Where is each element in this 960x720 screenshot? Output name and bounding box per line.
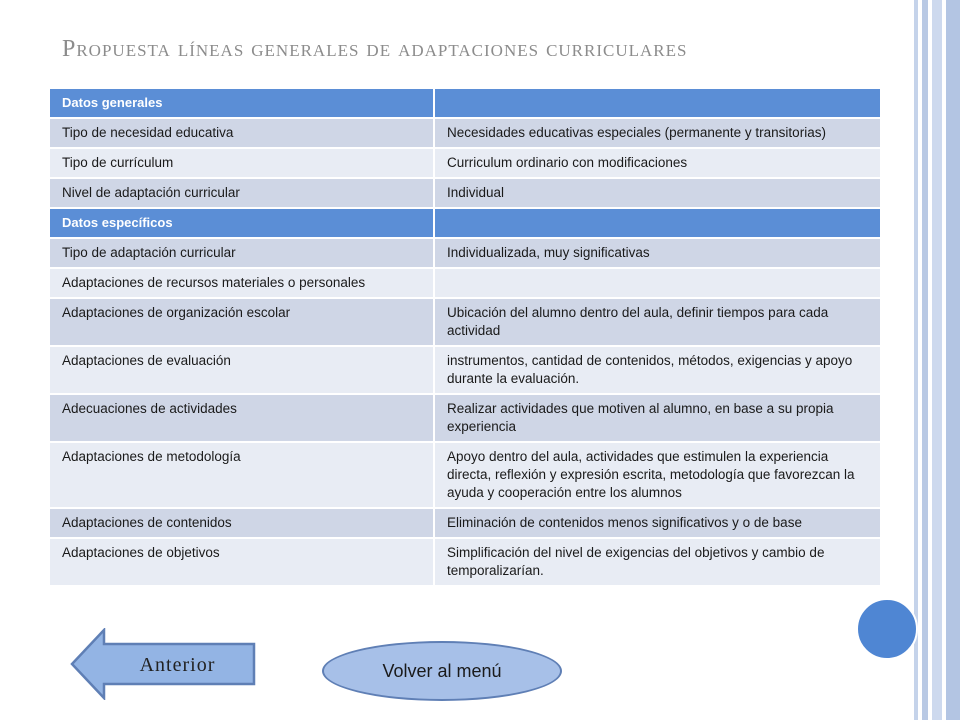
row-label: Adecuaciones de actividades [49,394,434,442]
row-value: Realizar actividades que motiven al alumno, en base a su propia experiencia [434,394,881,442]
table-row [49,178,881,208]
anterior-button[interactable] [70,628,258,700]
table-row [49,118,881,148]
table-row [49,298,881,346]
row-label: Tipo de currículum [49,148,434,178]
row-label: Adaptaciones de organización escolar [49,298,434,346]
row-label: Tipo de necesidad educativa [49,118,434,148]
adaptations-table [48,87,882,587]
row-label: Datos específicos [49,208,434,238]
row-label: Nivel de adaptación curricular [49,178,434,208]
section-header-row [49,208,881,238]
table-row [49,238,881,268]
row-label: Adaptaciones de evaluación [49,346,434,394]
row-label: Datos generales [49,88,434,118]
table-row [49,508,881,538]
row-value: Necesidades educativas especiales (permanente y transitorias) [434,118,881,148]
left-arrow-icon [72,630,254,698]
row-label: Adaptaciones de objetivos [49,538,434,586]
slide-title: Propuesta líneas generales de adaptaciones curriculares [62,36,688,62]
section-header-row [49,88,881,118]
row-label: Adaptaciones de metodología [49,442,434,508]
anterior-label: Anterior [139,654,216,676]
side-decoration [914,0,960,720]
row-value: Individual [434,178,881,208]
table-row [49,268,881,298]
row-value [434,208,881,238]
menu-button[interactable] [322,641,562,701]
row-value [434,268,881,298]
row-value: Apoyo dentro del aula, actividades que estimulen la experiencia directa, reflexión y expresión escrita, metodología que favorezcan la ayuda y cooperación entre los alumnos [434,442,881,508]
row-value: Individualizada, muy significativas [434,238,881,268]
table-row [49,148,881,178]
row-label: Adaptaciones de contenidos [49,508,434,538]
row-value [434,88,881,118]
row-value: instrumentos, cantidad de contenidos, métodos, exigencias y apoyo durante la evaluación. [434,346,881,394]
table-row [49,346,881,394]
table-row [49,538,881,586]
decorative-circle [856,598,918,660]
menu-button-label: Volver al menú [382,660,502,681]
row-value: Eliminación de contenidos menos significativos y o de base [434,508,881,538]
row-label: Adaptaciones de recursos materiales o personales [49,268,434,298]
row-value: Curriculum ordinario con modificaciones [434,148,881,178]
row-label: Tipo de adaptación curricular [49,238,434,268]
table-row [49,442,881,508]
row-value: Ubicación del alumno dentro del aula, definir tiempos para cada actividad [434,298,881,346]
row-value: Simplificación del nivel de exigencias del objetivos y cambio de temporalizarían. [434,538,881,586]
table-row [49,394,881,442]
